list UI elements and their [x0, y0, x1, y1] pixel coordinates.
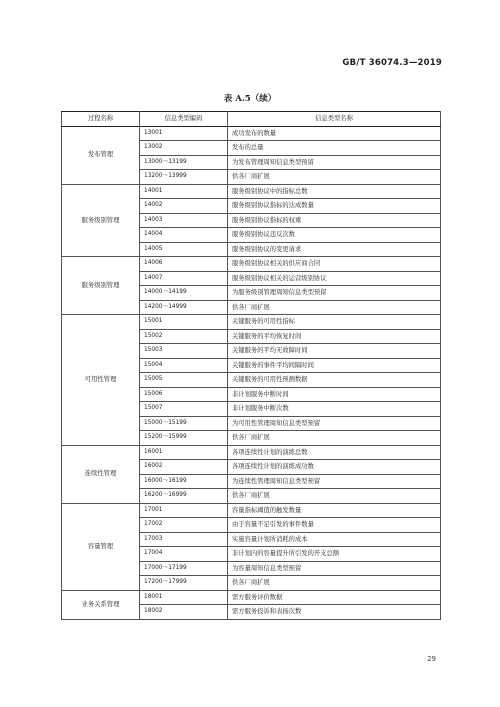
info-type-name-cell: 为连续性管理周知信息类型预留	[228, 474, 441, 489]
info-type-name-cell: 非计划服务中断时间	[228, 387, 441, 402]
info-type-code-cell: 15001	[140, 315, 228, 330]
table-row	[62, 257, 441, 272]
info-type-code-cell: 14000～14199	[140, 286, 228, 301]
info-type-name-cell: 由于容量不足引发的事件数量	[228, 518, 441, 533]
table-row	[62, 315, 441, 330]
info-type-code-cell: 15004	[140, 358, 228, 373]
info-type-name-cell: 成功发布的数量	[228, 126, 441, 141]
info-type-code-cell: 15000～15199	[140, 416, 228, 431]
process-name-cell: 服务级别管理	[62, 257, 140, 315]
page-number: 29	[427, 655, 436, 663]
info-type-code-cell: 17000～17199	[140, 561, 228, 576]
info-type-code-cell: 15006	[140, 387, 228, 402]
info-type-name-cell: 为发布管理周知信息类型预留	[228, 155, 441, 170]
info-type-name-cell: 服务级别协议中的指标总数	[228, 184, 441, 199]
info-type-code-cell: 14006	[140, 257, 228, 272]
info-type-name-cell: 需方服务评价数据	[228, 590, 441, 605]
info-type-code-cell: 13200～13999	[140, 170, 228, 185]
info-type-code-cell: 14003	[140, 213, 228, 228]
process-name-cell: 业务关系管理	[62, 590, 140, 619]
info-type-name-cell: 各项连续性计划的演练成功数	[228, 460, 441, 475]
info-type-code-cell: 18001	[140, 590, 228, 605]
column-header-name: 信息类型名称	[228, 112, 441, 127]
info-type-name-cell: 服务级别协议指标的权重	[228, 213, 441, 228]
info-type-code-cell: 16001	[140, 445, 228, 460]
table-body	[62, 126, 441, 619]
info-type-code-cell: 15005	[140, 373, 228, 388]
info-type-code-cell: 14002	[140, 199, 228, 214]
info-type-code-cell: 15002	[140, 329, 228, 344]
info-type-code-cell: 14005	[140, 242, 228, 257]
table-row	[62, 445, 441, 460]
info-type-code-cell: 17003	[140, 532, 228, 547]
info-type-name-cell: 发布的总量	[228, 141, 441, 156]
info-type-name-cell: 服务级别协议违反次数	[228, 228, 441, 243]
info-type-name-cell: 供各厂商扩展	[228, 576, 441, 591]
info-type-code-cell: 17001	[140, 503, 228, 518]
info-type-code-cell: 15200～15999	[140, 431, 228, 446]
info-type-code-cell: 15007	[140, 402, 228, 417]
info-type-name-cell: 需方服务投诉和表扬次数	[228, 605, 441, 620]
process-name-cell: 发布管理	[62, 126, 140, 184]
info-type-code-cell: 13000～13199	[140, 155, 228, 170]
process-name-cell: 服务级别管理	[62, 184, 140, 257]
column-header-process: 过程名称	[62, 112, 140, 127]
info-type-code-cell: 13002	[140, 141, 228, 156]
table-row	[62, 590, 441, 605]
info-type-code-cell: 17004	[140, 547, 228, 562]
info-type-name-cell: 各项连续性计划的演练总数	[228, 445, 441, 460]
info-type-code-cell: 15003	[140, 344, 228, 359]
info-type-code-cell: 14001	[140, 184, 228, 199]
process-name-cell: 容量管理	[62, 503, 140, 590]
info-type-table	[61, 111, 441, 620]
table-header-row	[62, 112, 441, 127]
info-type-name-cell: 为服务级别管理周知信息类型预留	[228, 286, 441, 301]
standard-code: GB/T 36074.3—2019	[342, 58, 442, 68]
info-type-name-cell: 关键服务的可用性预测数据	[228, 373, 441, 388]
info-type-name-cell: 容量指标阈值的触发数量	[228, 503, 441, 518]
info-type-name-cell: 关键服务的事件平均间隔时间	[228, 358, 441, 373]
info-type-name-cell: 服务级别协议相关的运营级别协议	[228, 271, 441, 286]
info-type-code-cell: 16000～16199	[140, 474, 228, 489]
table-row	[62, 503, 441, 518]
info-type-name-cell: 供各厂商扩展	[228, 431, 441, 446]
info-type-code-cell: 18002	[140, 605, 228, 620]
info-type-code-cell: 17200～17999	[140, 576, 228, 591]
info-type-name-cell: 非计划服务中断次数	[228, 402, 441, 417]
info-type-code-cell: 16200～16999	[140, 489, 228, 504]
info-type-code-cell: 13001	[140, 126, 228, 141]
column-header-code: 信息类型编码	[140, 112, 228, 127]
info-type-name-cell: 关键服务的可用性指标	[228, 315, 441, 330]
info-type-code-cell: 14004	[140, 228, 228, 243]
info-type-name-cell: 关键服务的平均无故障时间	[228, 344, 441, 359]
info-type-name-cell: 供各厂商扩展	[228, 170, 441, 185]
info-type-name-cell: 服务级别协议的变更请求	[228, 242, 441, 257]
table-row	[62, 184, 441, 199]
info-type-name-cell: 服务级别协议相关的供应商合同	[228, 257, 441, 272]
info-type-code-cell: 14007	[140, 271, 228, 286]
process-name-cell: 连续性管理	[62, 445, 140, 503]
info-type-name-cell: 供各厂商扩展	[228, 300, 441, 315]
process-name-cell: 可用性管理	[62, 315, 140, 446]
info-type-name-cell: 非计划内的容量提升所引发的开支总额	[228, 547, 441, 562]
info-type-name-cell: 实施容量计划所消耗的成本	[228, 532, 441, 547]
info-type-code-cell: 16002	[140, 460, 228, 475]
info-type-code-cell: 14200～14999	[140, 300, 228, 315]
info-type-name-cell: 服务级别协议指标的达成数量	[228, 199, 441, 214]
info-type-name-cell: 为可用性管理周知信息类型预留	[228, 416, 441, 431]
info-type-name-cell: 供各厂商扩展	[228, 489, 441, 504]
info-type-code-cell: 17002	[140, 518, 228, 533]
info-type-name-cell: 为容量周知信息类型预留	[228, 561, 441, 576]
info-type-name-cell: 关键服务的平均恢复时间	[228, 329, 441, 344]
table-row	[62, 126, 441, 141]
table-title: 表 A.5（续）	[223, 94, 277, 104]
